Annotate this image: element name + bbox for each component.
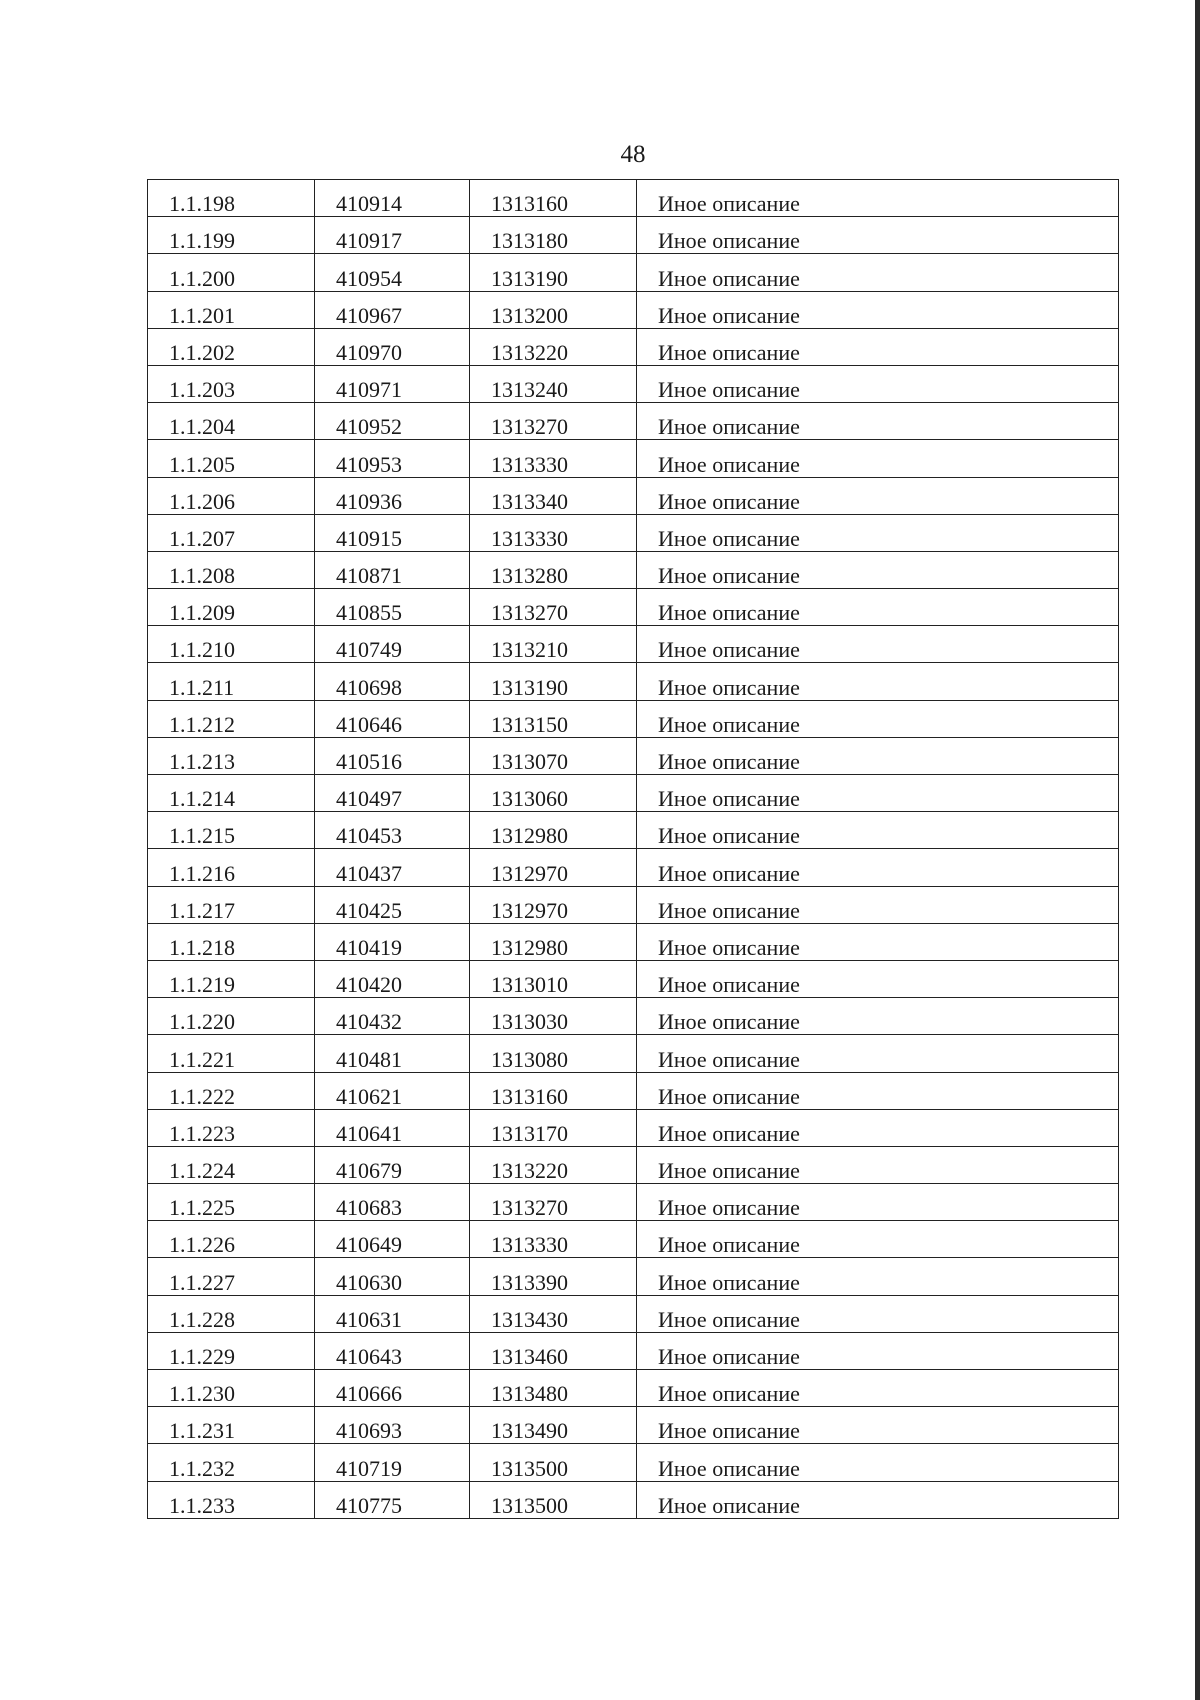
x-coordinate-cell: 410666 xyxy=(315,1370,470,1407)
table-row xyxy=(148,1481,1119,1518)
table-row xyxy=(148,514,1119,551)
point-number-cell: 1.1.210 xyxy=(148,626,315,663)
x-coordinate-cell: 410967 xyxy=(315,291,470,328)
table-row xyxy=(148,1184,1119,1221)
table-row xyxy=(148,1444,1119,1481)
description-cell: Иное описание xyxy=(637,960,1119,997)
y-coordinate-cell: 1313180 xyxy=(470,217,637,254)
point-number-cell: 1.1.206 xyxy=(148,477,315,514)
y-coordinate-cell: 1313330 xyxy=(470,1221,637,1258)
y-coordinate-cell: 1313270 xyxy=(470,589,637,626)
point-number-cell: 1.1.229 xyxy=(148,1332,315,1369)
y-coordinate-cell: 1313280 xyxy=(470,551,637,588)
description-cell: Иное описание xyxy=(637,365,1119,402)
table-row xyxy=(148,365,1119,402)
point-number-cell: 1.1.202 xyxy=(148,328,315,365)
y-coordinate-cell: 1313330 xyxy=(470,440,637,477)
point-number-cell: 1.1.228 xyxy=(148,1295,315,1332)
x-coordinate-cell: 410871 xyxy=(315,551,470,588)
x-coordinate-cell: 410693 xyxy=(315,1407,470,1444)
description-cell: Иное описание xyxy=(637,1221,1119,1258)
x-coordinate-cell: 410915 xyxy=(315,514,470,551)
point-number-cell: 1.1.226 xyxy=(148,1221,315,1258)
table-row xyxy=(148,440,1119,477)
description-cell: Иное описание xyxy=(637,551,1119,588)
description-cell: Иное описание xyxy=(637,180,1119,217)
y-coordinate-cell: 1313150 xyxy=(470,700,637,737)
y-coordinate-cell: 1313270 xyxy=(470,1184,637,1221)
x-coordinate-cell: 410481 xyxy=(315,1035,470,1072)
description-cell: Иное описание xyxy=(637,1332,1119,1369)
x-coordinate-cell: 410419 xyxy=(315,923,470,960)
y-coordinate-cell: 1312980 xyxy=(470,923,637,960)
x-coordinate-cell: 410749 xyxy=(315,626,470,663)
point-number-cell: 1.1.227 xyxy=(148,1258,315,1295)
x-coordinate-cell: 410971 xyxy=(315,365,470,402)
y-coordinate-cell: 1313220 xyxy=(470,328,637,365)
description-cell: Иное описание xyxy=(637,589,1119,626)
description-cell: Иное описание xyxy=(637,291,1119,328)
y-coordinate-cell: 1313070 xyxy=(470,737,637,774)
table-row xyxy=(148,328,1119,365)
point-number-cell: 1.1.204 xyxy=(148,403,315,440)
x-coordinate-cell: 410425 xyxy=(315,886,470,923)
description-cell: Иное описание xyxy=(637,1184,1119,1221)
y-coordinate-cell: 1313390 xyxy=(470,1258,637,1295)
description-cell: Иное описание xyxy=(637,923,1119,960)
x-coordinate-cell: 410914 xyxy=(315,180,470,217)
x-coordinate-cell: 410646 xyxy=(315,700,470,737)
x-coordinate-cell: 410420 xyxy=(315,960,470,997)
table-row xyxy=(148,477,1119,514)
description-cell: Иное описание xyxy=(637,1146,1119,1183)
description-cell: Иное описание xyxy=(637,1258,1119,1295)
point-number-cell: 1.1.233 xyxy=(148,1481,315,1518)
y-coordinate-cell: 1313060 xyxy=(470,775,637,812)
table-row xyxy=(148,589,1119,626)
description-cell: Иное описание xyxy=(637,1109,1119,1146)
y-coordinate-cell: 1312970 xyxy=(470,886,637,923)
description-cell: Иное описание xyxy=(637,626,1119,663)
y-coordinate-cell: 1313080 xyxy=(470,1035,637,1072)
y-coordinate-cell: 1313220 xyxy=(470,1146,637,1183)
point-number-cell: 1.1.213 xyxy=(148,737,315,774)
point-number-cell: 1.1.212 xyxy=(148,700,315,737)
table-row xyxy=(148,1072,1119,1109)
x-coordinate-cell: 410952 xyxy=(315,403,470,440)
table-row xyxy=(148,1221,1119,1258)
table-row xyxy=(148,663,1119,700)
point-number-cell: 1.1.200 xyxy=(148,254,315,291)
page-edge xyxy=(1195,0,1200,1700)
y-coordinate-cell: 1312980 xyxy=(470,812,637,849)
table-row xyxy=(148,1146,1119,1183)
y-coordinate-cell: 1313430 xyxy=(470,1295,637,1332)
point-number-cell: 1.1.214 xyxy=(148,775,315,812)
point-number-cell: 1.1.201 xyxy=(148,291,315,328)
point-number-cell: 1.1.221 xyxy=(148,1035,315,1072)
y-coordinate-cell: 1313340 xyxy=(470,477,637,514)
point-number-cell: 1.1.211 xyxy=(148,663,315,700)
point-number-cell: 1.1.223 xyxy=(148,1109,315,1146)
point-number-cell: 1.1.231 xyxy=(148,1407,315,1444)
x-coordinate-cell: 410936 xyxy=(315,477,470,514)
coordinates-table-body xyxy=(148,180,1119,1519)
table-row xyxy=(148,1109,1119,1146)
table-row xyxy=(148,998,1119,1035)
table-row xyxy=(148,1407,1119,1444)
description-cell: Иное описание xyxy=(637,477,1119,514)
point-number-cell: 1.1.205 xyxy=(148,440,315,477)
x-coordinate-cell: 410970 xyxy=(315,328,470,365)
x-coordinate-cell: 410954 xyxy=(315,254,470,291)
description-cell: Иное описание xyxy=(637,1444,1119,1481)
table-row xyxy=(148,626,1119,663)
table-row xyxy=(148,1258,1119,1295)
point-number-cell: 1.1.198 xyxy=(148,180,315,217)
table-row xyxy=(148,291,1119,328)
x-coordinate-cell: 410698 xyxy=(315,663,470,700)
x-coordinate-cell: 410497 xyxy=(315,775,470,812)
x-coordinate-cell: 410631 xyxy=(315,1295,470,1332)
description-cell: Иное описание xyxy=(637,775,1119,812)
x-coordinate-cell: 410437 xyxy=(315,849,470,886)
y-coordinate-cell: 1313480 xyxy=(470,1370,637,1407)
point-number-cell: 1.1.230 xyxy=(148,1370,315,1407)
table-row xyxy=(148,180,1119,217)
table-row xyxy=(148,886,1119,923)
table-row xyxy=(148,1370,1119,1407)
description-cell: Иное описание xyxy=(637,1035,1119,1072)
table-row xyxy=(148,217,1119,254)
x-coordinate-cell: 410855 xyxy=(315,589,470,626)
point-number-cell: 1.1.219 xyxy=(148,960,315,997)
page-number: 48 xyxy=(620,141,646,168)
point-number-cell: 1.1.222 xyxy=(148,1072,315,1109)
y-coordinate-cell: 1313200 xyxy=(470,291,637,328)
description-cell: Иное описание xyxy=(637,1295,1119,1332)
x-coordinate-cell: 410953 xyxy=(315,440,470,477)
point-number-cell: 1.1.224 xyxy=(148,1146,315,1183)
point-number-cell: 1.1.216 xyxy=(148,849,315,886)
y-coordinate-cell: 1313500 xyxy=(470,1481,637,1518)
coordinates-table xyxy=(147,179,1119,1519)
y-coordinate-cell: 1313190 xyxy=(470,663,637,700)
x-coordinate-cell: 410432 xyxy=(315,998,470,1035)
description-cell: Иное описание xyxy=(637,1370,1119,1407)
x-coordinate-cell: 410679 xyxy=(315,1146,470,1183)
table-row xyxy=(148,737,1119,774)
description-cell: Иное описание xyxy=(637,998,1119,1035)
description-cell: Иное описание xyxy=(637,886,1119,923)
x-coordinate-cell: 410621 xyxy=(315,1072,470,1109)
table-row xyxy=(148,551,1119,588)
description-cell: Иное описание xyxy=(637,514,1119,551)
point-number-cell: 1.1.220 xyxy=(148,998,315,1035)
table-row xyxy=(148,403,1119,440)
y-coordinate-cell: 1313170 xyxy=(470,1109,637,1146)
x-coordinate-cell: 410649 xyxy=(315,1221,470,1258)
x-coordinate-cell: 410630 xyxy=(315,1258,470,1295)
table-row xyxy=(148,812,1119,849)
table-row xyxy=(148,700,1119,737)
table-row xyxy=(148,1332,1119,1369)
y-coordinate-cell: 1313210 xyxy=(470,626,637,663)
x-coordinate-cell: 410917 xyxy=(315,217,470,254)
y-coordinate-cell: 1313500 xyxy=(470,1444,637,1481)
y-coordinate-cell: 1313030 xyxy=(470,998,637,1035)
y-coordinate-cell: 1313190 xyxy=(470,254,637,291)
point-number-cell: 1.1.199 xyxy=(148,217,315,254)
y-coordinate-cell: 1313010 xyxy=(470,960,637,997)
y-coordinate-cell: 1313460 xyxy=(470,1332,637,1369)
point-number-cell: 1.1.209 xyxy=(148,589,315,626)
description-cell: Иное описание xyxy=(637,849,1119,886)
description-cell: Иное описание xyxy=(637,328,1119,365)
y-coordinate-cell: 1313160 xyxy=(470,1072,637,1109)
description-cell: Иное описание xyxy=(637,700,1119,737)
table-row xyxy=(148,849,1119,886)
y-coordinate-cell: 1313240 xyxy=(470,365,637,402)
table-row xyxy=(148,1295,1119,1332)
x-coordinate-cell: 410643 xyxy=(315,1332,470,1369)
point-number-cell: 1.1.208 xyxy=(148,551,315,588)
table-row xyxy=(148,254,1119,291)
table-row xyxy=(148,960,1119,997)
point-number-cell: 1.1.207 xyxy=(148,514,315,551)
table-row xyxy=(148,923,1119,960)
x-coordinate-cell: 410775 xyxy=(315,1481,470,1518)
description-cell: Иное описание xyxy=(637,254,1119,291)
description-cell: Иное описание xyxy=(637,217,1119,254)
x-coordinate-cell: 410516 xyxy=(315,737,470,774)
x-coordinate-cell: 410453 xyxy=(315,812,470,849)
y-coordinate-cell: 1313490 xyxy=(470,1407,637,1444)
description-cell: Иное описание xyxy=(637,403,1119,440)
table-row xyxy=(148,1035,1119,1072)
y-coordinate-cell: 1313330 xyxy=(470,514,637,551)
point-number-cell: 1.1.232 xyxy=(148,1444,315,1481)
y-coordinate-cell: 1313270 xyxy=(470,403,637,440)
point-number-cell: 1.1.225 xyxy=(148,1184,315,1221)
point-number-cell: 1.1.217 xyxy=(148,886,315,923)
description-cell: Иное описание xyxy=(637,1072,1119,1109)
description-cell: Иное описание xyxy=(637,737,1119,774)
x-coordinate-cell: 410641 xyxy=(315,1109,470,1146)
x-coordinate-cell: 410683 xyxy=(315,1184,470,1221)
description-cell: Иное описание xyxy=(637,812,1119,849)
description-cell: Иное описание xyxy=(637,663,1119,700)
description-cell: Иное описание xyxy=(637,1481,1119,1518)
description-cell: Иное описание xyxy=(637,440,1119,477)
y-coordinate-cell: 1313160 xyxy=(470,180,637,217)
point-number-cell: 1.1.203 xyxy=(148,365,315,402)
table-row xyxy=(148,775,1119,812)
point-number-cell: 1.1.218 xyxy=(148,923,315,960)
point-number-cell: 1.1.215 xyxy=(148,812,315,849)
x-coordinate-cell: 410719 xyxy=(315,1444,470,1481)
description-cell: Иное описание xyxy=(637,1407,1119,1444)
y-coordinate-cell: 1312970 xyxy=(470,849,637,886)
